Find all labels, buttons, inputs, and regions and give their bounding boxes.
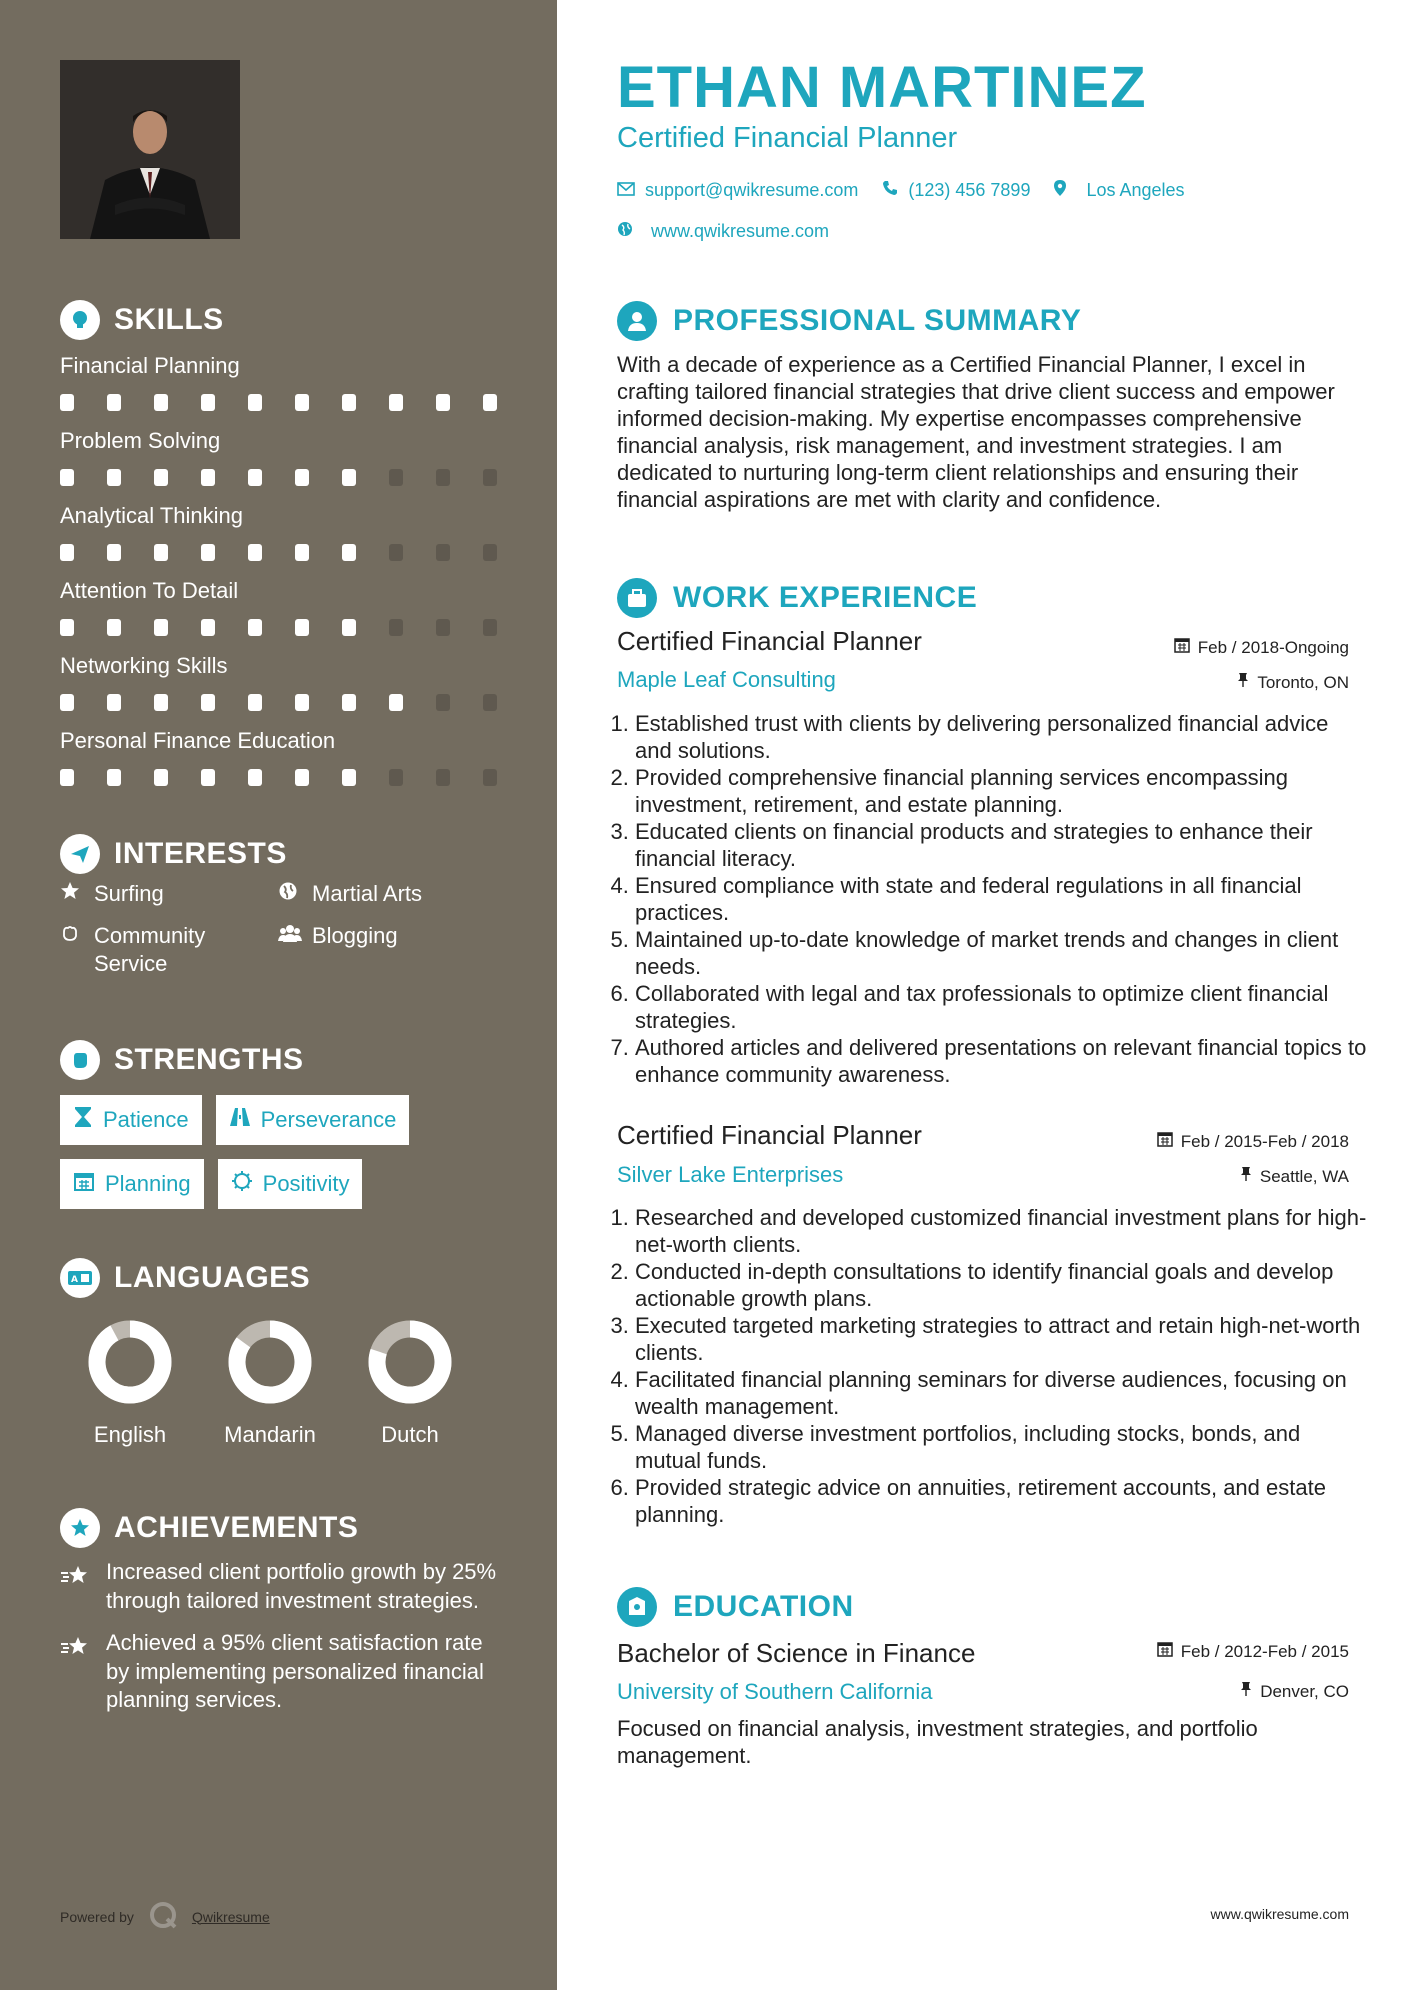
skill-name: Networking Skills: [60, 653, 228, 678]
education-location: [1240, 1681, 1349, 1702]
skill-dot-filled: [107, 769, 121, 786]
achievement-item: [60, 1558, 500, 1615]
job-dates: [1174, 637, 1349, 658]
job-bullet: 2. Provided comprehensive financial planning services encompassing investment, retirement, and estate planning.: [635, 764, 1370, 818]
website-link[interactable]: www.qwikresume.com: [651, 221, 830, 241]
job-dates-text: Feb / 2015-Feb / 2018: [1180, 1131, 1349, 1151]
achievements-heading: [60, 1508, 358, 1548]
profile-photo: [60, 60, 240, 239]
skill-dot-filled: [60, 544, 74, 561]
hourglass-icon: [73, 1106, 93, 1134]
strength-tag: [216, 1095, 410, 1145]
sun-icon: [231, 1170, 253, 1198]
language-item: [200, 1320, 340, 1448]
education-location-text: Denver, CO: [1260, 1681, 1349, 1701]
skill-dot-filled: [154, 469, 168, 486]
language-name: Mandarin: [224, 1422, 316, 1447]
skill-dot-filled: [436, 394, 450, 411]
users-icon: [278, 922, 300, 978]
skill-dot-empty: [436, 469, 450, 486]
skill-dot-filled: [389, 394, 403, 411]
skill-item: [60, 725, 500, 800]
job-location-text: Toronto, ON: [1257, 672, 1349, 692]
strength-label: Patience: [103, 1107, 189, 1132]
skill-dot-empty: [389, 619, 403, 636]
candidate-title: Certified Financial Planner: [617, 122, 958, 154]
skill-dot-filled: [248, 394, 262, 411]
achievements-list: [60, 1558, 500, 1729]
language-ring: [88, 1320, 172, 1404]
skill-dot-filled: [201, 619, 215, 636]
skill-dot-filled: [201, 469, 215, 486]
skill-dot-filled: [201, 394, 215, 411]
skill-dots: [60, 619, 500, 636]
skill-dot-filled: [248, 544, 262, 561]
language-ring-fill: [97, 1329, 163, 1395]
interest-item: [60, 880, 278, 908]
languages-title: LANGUAGES: [114, 1261, 311, 1294]
job-location: [1237, 672, 1349, 693]
skill-dot-filled: [295, 394, 309, 411]
hand-icon: [60, 922, 82, 978]
email-link[interactable]: support@qwikresume.com: [645, 180, 859, 200]
skill-dot-filled: [107, 544, 121, 561]
job-dates-text: Feb / 2018-Ongoing: [1197, 637, 1349, 657]
pin-icon: [1240, 1681, 1252, 1702]
star-icon: [60, 880, 82, 908]
skill-dot-filled: [295, 469, 309, 486]
strength-tag: [60, 1159, 204, 1209]
location-text: Los Angeles: [1086, 180, 1185, 200]
strength-label: Perseverance: [260, 1107, 397, 1132]
skill-dot-filled: [107, 619, 121, 636]
skill-item: [60, 350, 500, 425]
skill-dot-filled: [60, 469, 74, 486]
pin-icon: [1240, 1166, 1252, 1187]
skill-name: Problem Solving: [60, 428, 221, 453]
job-dates: [1157, 1131, 1349, 1152]
achievement-text: Increased client portfolio growth by 25% through tailored investment strategies.: [106, 1559, 497, 1613]
interest-label: Martial Arts: [312, 881, 423, 906]
contact-row: [617, 180, 1185, 201]
language-name: English: [93, 1422, 167, 1447]
work-heading: [617, 578, 977, 618]
qwikresume-logo-icon: [148, 1900, 178, 1933]
skill-dot-filled: [248, 694, 262, 711]
svg-text:A: A: [71, 1275, 78, 1285]
skill-dot-empty: [436, 619, 450, 636]
skills-heading: [60, 300, 224, 340]
strength-label: Planning: [105, 1171, 191, 1196]
skill-item: [60, 425, 500, 500]
website-row: [617, 221, 829, 242]
education-title: EDUCATION: [673, 1590, 854, 1623]
work-title: WORK EXPERIENCE: [673, 581, 978, 614]
skill-dot-filled: [342, 769, 356, 786]
skill-dot-filled: [342, 469, 356, 486]
skill-dot-filled: [60, 394, 74, 411]
language-ring: [228, 1320, 312, 1404]
shooting-star-icon: [60, 1629, 90, 1715]
skill-dot-filled: [154, 619, 168, 636]
summary-heading: [617, 301, 1081, 341]
user-icon: [617, 301, 657, 341]
briefcase-icon: [617, 578, 657, 618]
job-bullet: 3. Educated clients on financial products and strategies to enhance their financial literacy.: [635, 818, 1370, 872]
language-item: [60, 1320, 200, 1448]
education-dates: [1157, 1641, 1349, 1662]
skill-dot-filled: [389, 694, 403, 711]
interests-title: INTERESTS: [114, 837, 287, 870]
skill-dot-filled: [342, 619, 356, 636]
strengths-heading: [60, 1040, 304, 1080]
skill-dot-filled: [201, 544, 215, 561]
job-bullet: 5. Managed diverse investment portfolios, including stocks, bonds, and mutual funds.: [635, 1420, 1370, 1474]
skill-dot-filled: [295, 619, 309, 636]
job-bullets: [607, 710, 1370, 1088]
map-marker-icon: [1054, 180, 1066, 201]
language-ring: [368, 1320, 452, 1404]
candidate-name: ETHAN MARTINEZ: [617, 55, 1147, 120]
language-name: Dutch: [381, 1422, 439, 1447]
interest-item: [278, 922, 496, 978]
skill-name: Analytical Thinking: [60, 503, 244, 528]
school-name: University of Southern California: [617, 1679, 933, 1704]
skill-dot-empty: [483, 469, 497, 486]
job-location-text: Seattle, WA: [1259, 1166, 1349, 1186]
language-icon: [60, 1258, 100, 1298]
skill-dot-filled: [201, 769, 215, 786]
summary-text: With a decade of experience as a Certified Financial Planner, I excel in crafting tailored financial strategies that drive client success and empower informed decision-making. My expertise encompasses comprehensive financial analysis, risk management, and investment strategies. I am dedicated to nurturing long-term client relationships and ensuring their financial aspirations are met with clarity and confidence.: [617, 352, 1335, 512]
job-bullet: 4. Ensured compliance with state and federal regulations in all financial practices.: [635, 872, 1370, 926]
strengths-title: STRENGTHS: [114, 1043, 304, 1076]
skill-dot-filled: [107, 469, 121, 486]
skill-dot-filled: [154, 544, 168, 561]
skills-list: [60, 350, 500, 800]
strength-label: Positivity: [262, 1171, 350, 1196]
trophy-star-icon: [60, 1508, 100, 1548]
education-heading: [617, 1587, 854, 1627]
skill-dot-filled: [342, 694, 356, 711]
strength-tag: [60, 1095, 202, 1145]
skill-dot-empty: [483, 544, 497, 561]
graduation-icon: [617, 1587, 657, 1627]
job-location: [1240, 1166, 1349, 1187]
skill-dot-empty: [389, 469, 403, 486]
globe-icon: [278, 880, 300, 908]
job-bullet: 2. Conducted in-depth consultations to identify financial goals and develop actionable growth plans.: [635, 1258, 1370, 1312]
skill-item: [60, 575, 500, 650]
calendar-icon: [1157, 1131, 1173, 1152]
calendar-icon: [1174, 637, 1190, 658]
skill-dots: [60, 394, 500, 411]
skill-dot-filled: [248, 619, 262, 636]
languages-list: [60, 1320, 480, 1448]
skill-dot-filled: [295, 769, 309, 786]
phone-icon: [882, 180, 898, 201]
skill-dot-empty: [436, 544, 450, 561]
skill-dot-empty: [483, 619, 497, 636]
envelope-icon: [617, 180, 635, 201]
job-title: Certified Financial Planner: [617, 1120, 922, 1150]
calendar-icon: [73, 1170, 95, 1198]
languages-heading: [60, 1258, 310, 1298]
interests-heading: [60, 834, 287, 874]
job-bullets: [607, 1204, 1370, 1528]
skill-dot-filled: [107, 694, 121, 711]
job-bullet: 3. Executed targeted marketing strategies to attract and retain high-net-worth clients.: [635, 1312, 1370, 1366]
paper-plane-icon: [60, 834, 100, 874]
powered-by-label: Powered by: [60, 1908, 134, 1925]
job-bullet: 1. Researched and developed customized financial investment plans for high-net-worth clients.: [635, 1204, 1370, 1258]
skill-dots: [60, 694, 500, 711]
skill-dot-filled: [483, 394, 497, 411]
skill-item: [60, 650, 500, 725]
job-bullet: 6. Collaborated with legal and tax professionals to optimize client financial strategies.: [635, 980, 1370, 1034]
job-bullet: 1. Established trust with clients by delivering personalized financial advice and solutions.: [635, 710, 1370, 764]
skill-dot-filled: [154, 769, 168, 786]
job-bullet: 5. Maintained up-to-date knowledge of market trends and changes in client needs.: [635, 926, 1370, 980]
skill-dots: [60, 544, 500, 561]
job-title: Certified Financial Planner: [617, 626, 922, 656]
powered-by: [60, 1900, 270, 1933]
strengths-list: [60, 1095, 500, 1209]
achievement-item: [60, 1629, 500, 1715]
achievements-title: ACHIEVEMENTS: [114, 1511, 359, 1544]
skill-dot-filled: [107, 394, 121, 411]
skill-dot-filled: [342, 544, 356, 561]
interests-list: [60, 880, 500, 978]
skill-dot-empty: [483, 694, 497, 711]
interest-label: Blogging: [312, 923, 398, 948]
skill-dot-empty: [483, 769, 497, 786]
degree-title: Bachelor of Science in Finance: [617, 1638, 976, 1668]
sidebar: [0, 0, 557, 1990]
skill-dot-filled: [248, 769, 262, 786]
skill-name: Attention To Detail: [60, 578, 239, 603]
skill-dot-filled: [201, 694, 215, 711]
interest-item: [60, 922, 278, 978]
job-bullet: 7. Authored articles and delivered presentations on relevant financial topics to enhance community awareness.: [635, 1034, 1370, 1088]
skill-item: [60, 500, 500, 575]
road-icon: [229, 1107, 251, 1133]
education-dates-text: Feb / 2012-Feb / 2015: [1180, 1641, 1349, 1661]
shooting-star-icon: [60, 1558, 90, 1615]
skill-dot-filled: [295, 544, 309, 561]
pin-icon: [1237, 672, 1249, 693]
lightbulb-icon: [60, 300, 100, 340]
qwikresume-link[interactable]: Qwikresume: [191, 1908, 270, 1925]
phone-number[interactable]: (123) 456 7899: [908, 180, 1031, 200]
skill-dot-empty: [389, 544, 403, 561]
skill-dots: [60, 469, 500, 486]
interest-label: Surfing: [94, 881, 164, 906]
skill-name: Personal Finance Education: [60, 728, 336, 753]
footer-url[interactable]: www.qwikresume.com: [1210, 1906, 1349, 1922]
language-item: [340, 1320, 480, 1448]
job-bullet: 6. Provided strategic advice on annuities, retirement accounts, and estate planning.: [635, 1474, 1370, 1528]
globe-icon: [617, 221, 633, 242]
skill-dot-empty: [436, 694, 450, 711]
skill-dot-filled: [60, 619, 74, 636]
interest-item: [278, 880, 496, 908]
skills-title: SKILLS: [114, 303, 224, 336]
interest-label: Community Service: [94, 923, 206, 976]
skill-name: Financial Planning: [60, 353, 240, 378]
summary-title: PROFESSIONAL SUMMARY: [673, 304, 1082, 337]
skill-dot-empty: [389, 769, 403, 786]
job-company: Silver Lake Enterprises: [617, 1162, 844, 1187]
achievement-text: Achieved a 95% client satisfaction rate by implementing personalized financial planning services.: [106, 1630, 484, 1712]
strength-tag: [218, 1159, 363, 1209]
calendar-icon: [1157, 1641, 1173, 1662]
skill-dot-filled: [60, 694, 74, 711]
skill-dot-filled: [154, 394, 168, 411]
skill-dot-filled: [60, 769, 74, 786]
job-bullet: 4. Facilitated financial planning seminars for diverse audiences, focusing on wealth management.: [635, 1366, 1370, 1420]
education-description: Focused on financial analysis, investment strategies, and portfolio management.: [617, 1716, 1258, 1768]
skill-dot-filled: [248, 469, 262, 486]
fist-icon: [60, 1040, 100, 1080]
skill-dots: [60, 769, 500, 786]
skill-dot-filled: [342, 394, 356, 411]
skill-dot-empty: [436, 769, 450, 786]
job-company: Maple Leaf Consulting: [617, 667, 836, 692]
skill-dot-filled: [295, 694, 309, 711]
skill-dot-filled: [154, 694, 168, 711]
